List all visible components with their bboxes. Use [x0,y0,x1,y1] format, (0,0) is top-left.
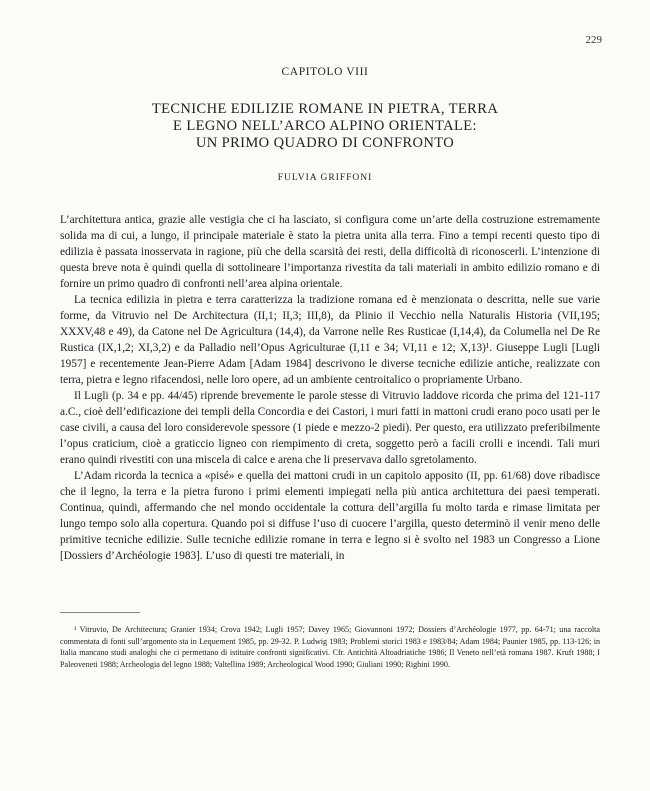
body-paragraph: La tecnica edilizia in pietra e terra caratterizza la tradizione romana ed è menzionata o descritta, nelle sue varie forme, da Vitruvio nel De Architectura (II,1; II,3; III,8), da Plinio il Vecchio nella Naturalis Historia (VII,195; XXXV,48 e 49), da Catone nel De Agricultura (14,4), da Varrone nelle Res Rusticae (I,14,4), da Columella nel De Re Rustica (IX,1,2; XI,3,2) e da Palladio nell’Opus Agriculturae (I,11 e 34; VI,11 e 12; X,13)¹. Giuseppe Lugli [Lugli 1957] e recentemente Jean-Pierre Adam [Adam 1984] descrivono le diverse tecniche edilizie antiche, realizzate con terra, pietra e legno rifacendosi, nelle loro opere, ad un ambiente centroitalico o propriamente Urbano. [60,294,600,386]
author-name: FULVIA GRIFFONI [277,173,373,183]
paper-title [60,101,590,152]
body-paragraph: L’architettura antica, grazie alle vestigia che ci ha lasciato, si configura come un’arte della costruzione estremamente solida ma di cui, a lungo, il principale materiale è stato la pietra unita alla terra. Fino a tempi recenti questo tipo di edilizia è passata inosservata in ragione, più che della scarsità dei resti, della difficoltà di riconoscerli. L’intenzione di questa breve nota è quindi quella di sottolineare l’importanza rivestita da tali materiali in ambito edilizio romano e di fornire un primo quadro di confronti nell’area alpina orientale. [60,214,600,290]
chapter-heading: CAPITOLO VIII [281,66,369,78]
body-text [60,212,600,564]
title-line: UN PRIMO QUADRO DI CONFRONTO [195,135,455,151]
footnote-divider [60,612,140,613]
page-number: 229 [585,34,602,46]
title-line: E LEGNO NELL’ARCO ALPINO ORIENTALE: [173,118,477,134]
body-paragraph: L’Adam ricorda la tecnica a «pisé» e quella dei mattoni crudi in un capitolo apposito (II, pp. 61/68) dove ribadisce che il legno, la terra e la pietra furono i primi elementi impiegati nella più antica architettura dei paesi temperati. Continua, quindi, affermando che nel mondo occidentale la cottura dell’argilla fu molto tarda e rimase limitata per lungo tempo solo alla copertura. Quando poi si diffuse l’uso di cuocere l’argilla, questo determinò il venir meno delle primitive tecniche edilizie. Sulle tecniche edilizie romane in terra e legno si è svolto nel 1983 un Congresso a Lione [Dossiers d’Archéologie 1983]. L’uso di questi tre materiali, in [60,470,600,562]
title-line: TECNICHE EDILIZIE ROMANE IN PIETRA, TERRA [151,101,499,117]
body-paragraph: Il Lugli (p. 34 e pp. 44/45) riprende brevemente le parole stesse di Vitruvio laddove ricorda che prima del 121-117 a.C., cioè dell’edificazione dei templi della Concordia e dei Castori, i muri fatti in mattoni crudi erano poco usati per le case civili, a causa del loro considerevole spessore (1 piede e mezzo-2 piedi). Per questo, era utilizzato preferibilmente l’opus craticium, cioè a graticcio ligneo con riempimento di creta, soggetto però a facili crolli e incendi. Tali muri erano quindi rivestiti con una miscela di calce e arena che li preservava dallo sgretolamento. [60,390,600,466]
footnote: ¹ Vitruvio, De Architectura; Granier 1934; Crova 1942; Lugli 1957; Davey 1965; Giovannoni 1972; Dossiers d’Archéologie 1977, pp. 64-71; una raccolta commentata di fonti sull’argomento sta in Lequement 1985, pp. 29-32. P. Ludwig 1983; Problemi storici 1983 e 1983/84; Adam 1984; Paunier 1985, pp. 113-126; in Italia mancano studi analoghi che ci permettano di istituire confronti significativi. Cfr. Antichità Altoadriatiche 1986; Il Veneto nell’età romana 1987. Kruft 1988; I Paleoveneti 1988; Archeologia del legno 1988; Valtellina 1989; Archeological Wood 1990; Giuliani 1990; Righini 1990. [60,625,600,669]
